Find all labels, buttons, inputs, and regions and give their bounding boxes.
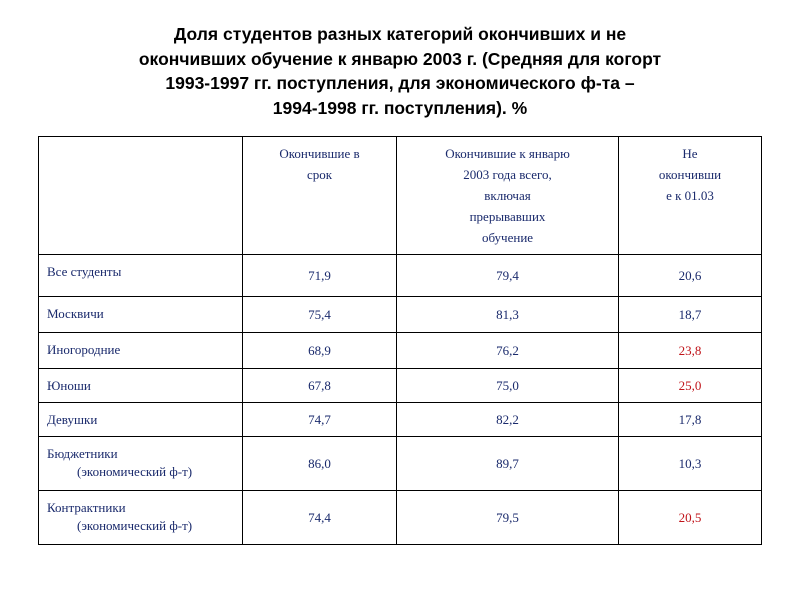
header-cell-not-completed: Не окончивши е к 01.03 bbox=[619, 137, 762, 255]
row-label-cell bbox=[39, 491, 243, 545]
row-label-cell bbox=[39, 297, 243, 333]
value-cell: 25,0 bbox=[619, 369, 762, 403]
value-cell: 17,8 bbox=[619, 403, 762, 437]
table-row bbox=[39, 403, 762, 437]
value-cell: 79,4 bbox=[397, 255, 619, 297]
data-table bbox=[38, 136, 762, 545]
row-label: Девушки bbox=[47, 412, 98, 427]
value-cell: 20,6 bbox=[619, 255, 762, 297]
row-label-cell bbox=[39, 255, 243, 297]
value-cell: 23,8 bbox=[619, 333, 762, 369]
header-cell-empty bbox=[39, 137, 243, 255]
table-row bbox=[39, 255, 762, 297]
value-cell: 86,0 bbox=[243, 437, 397, 491]
value-cell: 76,2 bbox=[397, 333, 619, 369]
value-cell: 71,9 bbox=[243, 255, 397, 297]
header-cell-on-time: Окончившие в срок bbox=[243, 137, 397, 255]
row-label-cell bbox=[39, 369, 243, 403]
table-row bbox=[39, 491, 762, 545]
row-label: Контрактники bbox=[47, 500, 126, 515]
value-cell: 74,4 bbox=[243, 491, 397, 545]
row-label-cell bbox=[39, 333, 243, 369]
value-cell: 68,9 bbox=[243, 333, 397, 369]
value-cell: 79,5 bbox=[397, 491, 619, 545]
value-cell: 20,5 bbox=[619, 491, 762, 545]
row-label: Москвичи bbox=[47, 306, 104, 321]
row-label-cell bbox=[39, 437, 243, 491]
row-label: Юноши bbox=[47, 378, 91, 393]
row-label-cell bbox=[39, 403, 243, 437]
value-cell: 67,8 bbox=[243, 369, 397, 403]
row-label: Все студенты bbox=[47, 264, 122, 279]
header-cell-total: Окончившие к январю 2003 года всего, включая прерывавших обучение bbox=[397, 137, 619, 255]
row-label: Иногородние bbox=[47, 342, 121, 357]
value-cell: 82,2 bbox=[397, 403, 619, 437]
value-cell: 74,7 bbox=[243, 403, 397, 437]
table-row bbox=[39, 437, 762, 491]
value-cell: 10,3 bbox=[619, 437, 762, 491]
row-sublabel: (экономический ф-т) bbox=[77, 518, 193, 533]
table-row bbox=[39, 369, 762, 403]
value-cell: 75,0 bbox=[397, 369, 619, 403]
row-label: Бюджетники bbox=[47, 446, 118, 461]
value-cell: 18,7 bbox=[619, 297, 762, 333]
table-row bbox=[39, 333, 762, 369]
value-cell: 75,4 bbox=[243, 297, 397, 333]
value-cell: 81,3 bbox=[397, 297, 619, 333]
table-row bbox=[39, 297, 762, 333]
header-row bbox=[39, 137, 762, 255]
page-title: Доля студентов разных категорий окончивших и не окончивших обучение к январю 2003 г. (Средняя для когорт 1993-1997 гг. поступления, для экономического ф-та – 1994-1998 гг. поступления). % bbox=[138, 24, 662, 118]
row-sublabel: (экономический ф-т) bbox=[77, 464, 193, 479]
value-cell: 89,7 bbox=[397, 437, 619, 491]
